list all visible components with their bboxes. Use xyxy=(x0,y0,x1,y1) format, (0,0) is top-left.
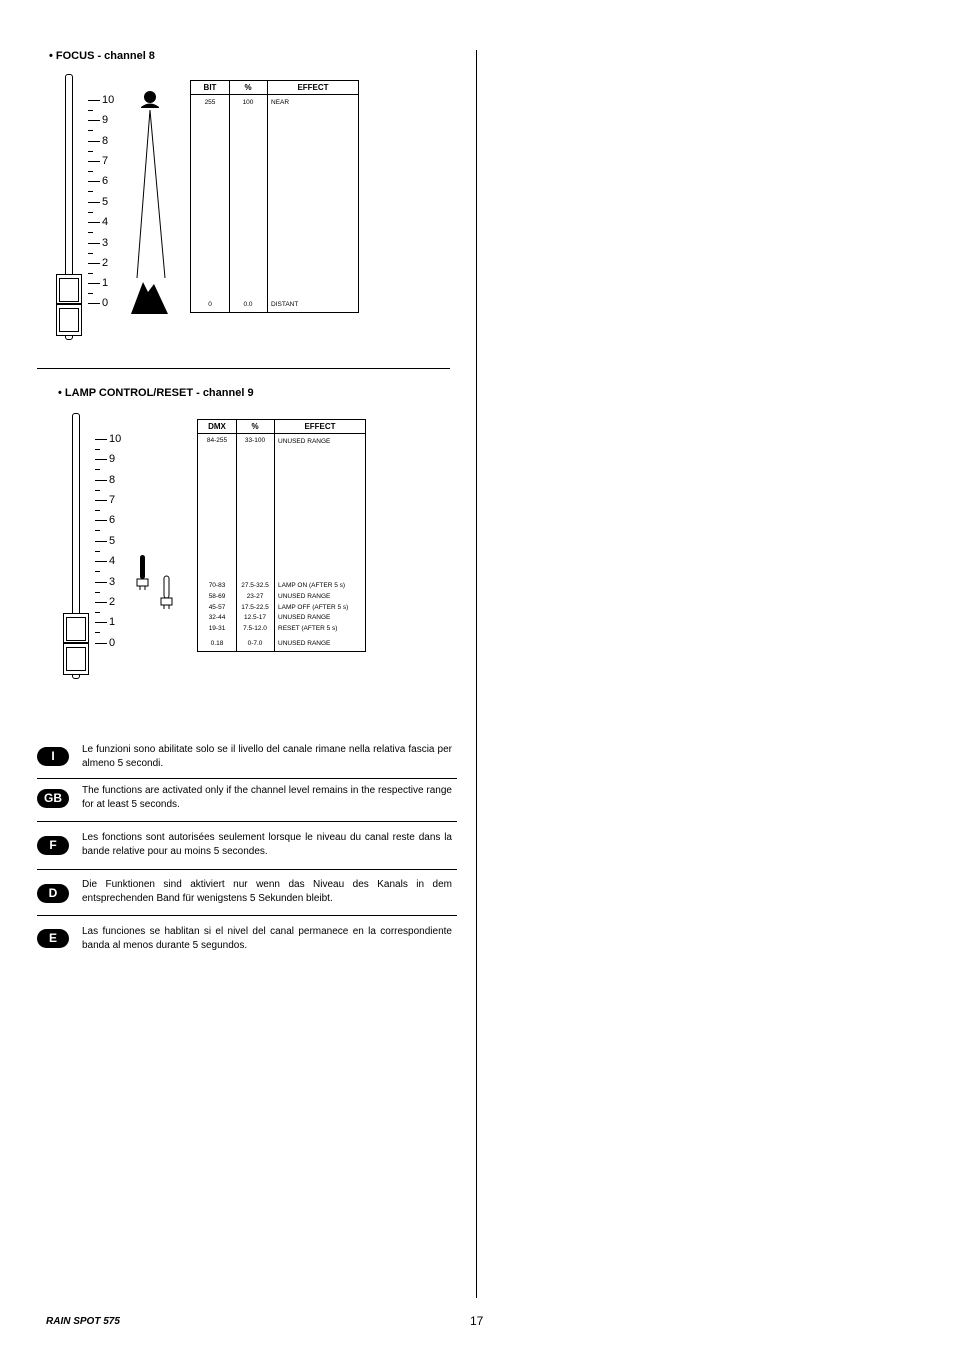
table-cell: 33-100 xyxy=(244,437,266,444)
table-header-effect: EFFECT xyxy=(297,83,329,92)
table-cell: 45-57 xyxy=(208,604,226,611)
table-cell: 0-7.0 xyxy=(247,640,263,647)
table-cell: 0.18 xyxy=(210,640,224,647)
scale-label: 1 xyxy=(102,277,109,289)
note-text-de: Die Funktionen sind aktiviert nur wenn das Niveau des Kanals in dem entsprechenden Band für wenigstens 5 Sekunden bleibt. xyxy=(82,879,452,904)
scale-label: 4 xyxy=(109,555,116,567)
table-cell: 0 xyxy=(208,301,212,308)
scale-label: 9 xyxy=(109,453,116,465)
table-cell: UNUSED RANGE xyxy=(278,593,331,600)
scale-label: 9 xyxy=(102,114,109,126)
scale-label: 6 xyxy=(102,175,109,187)
scale-label: 3 xyxy=(109,576,116,588)
scale-label: 6 xyxy=(109,514,116,526)
scale-label: 2 xyxy=(109,596,116,608)
fader-knob xyxy=(63,613,89,675)
lamp-on-icon xyxy=(137,555,148,590)
table-header-bit: BIT xyxy=(203,83,217,92)
footer-product-name: RAIN SPOT 575 xyxy=(46,1316,120,1327)
note-divider xyxy=(37,869,457,870)
note-text-it: Le funzioni sono abilitate solo se il livello del canale rimane nella relativa fascia per almeno 5 secondi. xyxy=(82,744,452,769)
scale-label: 8 xyxy=(109,474,116,486)
language-badge-it: I xyxy=(37,747,69,766)
section-divider xyxy=(37,368,450,369)
table-cell: UNUSED RANGE xyxy=(278,640,331,647)
table-cell: 255 xyxy=(204,99,216,106)
scale-label: 7 xyxy=(109,494,116,506)
table-cell: 32-44 xyxy=(208,614,226,621)
scale-label: 5 xyxy=(109,535,116,547)
note-text-es: Las funciones se hablitan si el nivel del canal permanece en la correspondiente banda al menos durante 5 segundos. xyxy=(82,926,452,951)
table-cell: 70-83 xyxy=(208,582,226,589)
table-cell: 23-27 xyxy=(246,593,264,600)
scale-label: 3 xyxy=(102,237,109,249)
table-cell: 84-255 xyxy=(206,437,228,444)
scale-label: 0 xyxy=(109,637,116,649)
table-cell: 27.5-32.5 xyxy=(241,582,269,589)
scale-label: 2 xyxy=(102,257,109,269)
language-badge-es: E xyxy=(37,929,69,948)
table-cell: 58-69 xyxy=(208,593,226,600)
table-cell: UNUSED RANGE xyxy=(278,614,331,621)
lamp-section-title: • LAMP CONTROL/RESET - channel 9 xyxy=(58,387,254,399)
table-cell: UNUSED RANGE xyxy=(278,438,331,445)
table-cell: DISTANT xyxy=(271,301,299,308)
language-badge-gb: GB xyxy=(37,789,69,808)
table-cell: 17.5-22.5 xyxy=(241,604,269,611)
scale-label: 10 xyxy=(102,94,115,106)
page-number: 17 xyxy=(470,1314,484,1328)
table-cell: 100 xyxy=(242,99,254,106)
note-divider xyxy=(37,821,457,822)
note-text-gb: The functions are activated only if the channel level remains in the respective range for at least 5 seconds. xyxy=(82,785,452,810)
note-divider xyxy=(37,778,457,779)
scale-label: 5 xyxy=(102,196,109,208)
scale-label: 10 xyxy=(109,433,122,445)
table-cell: 12.5-17 xyxy=(243,614,267,621)
scale-label: 8 xyxy=(102,135,109,147)
table-cell: LAMP ON (AFTER 5 s) xyxy=(278,582,346,589)
lamp-illustration xyxy=(134,552,178,612)
table-header-percent: % xyxy=(244,83,252,92)
scale-label: 4 xyxy=(102,216,109,228)
scale-label: 0 xyxy=(102,297,109,309)
focus-beam-illustration xyxy=(128,88,172,318)
language-badge-de: D xyxy=(37,884,69,903)
table-cell: 19-31 xyxy=(208,625,226,632)
fader-knob xyxy=(56,274,82,336)
focus-section-title: • FOCUS - channel 8 xyxy=(49,50,155,62)
language-badge-fr: F xyxy=(37,836,69,855)
focus-table xyxy=(190,80,359,313)
table-header-percent: % xyxy=(251,422,259,431)
table-cell: 7.5-12.0 xyxy=(243,625,267,632)
note-divider xyxy=(37,915,457,916)
table-header-dmx: DMX xyxy=(208,422,226,431)
table-cell: LAMP OFF (AFTER 5 s) xyxy=(278,604,349,611)
note-text-fr: Les fonctions sont autorisées seulement lorsque le niveau du canal reste dans la bande relative pour au moins 5 secondes. xyxy=(82,832,452,857)
table-cell: NEAR xyxy=(271,99,290,106)
lamp-off-icon xyxy=(161,576,172,609)
table-header-effect: EFFECT xyxy=(304,422,336,431)
scale-label: 1 xyxy=(109,616,116,628)
table-cell: 0.0 xyxy=(243,301,253,308)
lamp-table xyxy=(197,419,366,652)
mountain-icon xyxy=(131,282,168,314)
column-divider xyxy=(476,50,477,1298)
person-silhouette-icon xyxy=(141,91,159,108)
scale-label: 7 xyxy=(102,155,109,167)
table-cell: RESET (AFTER 5 s) xyxy=(278,625,338,632)
